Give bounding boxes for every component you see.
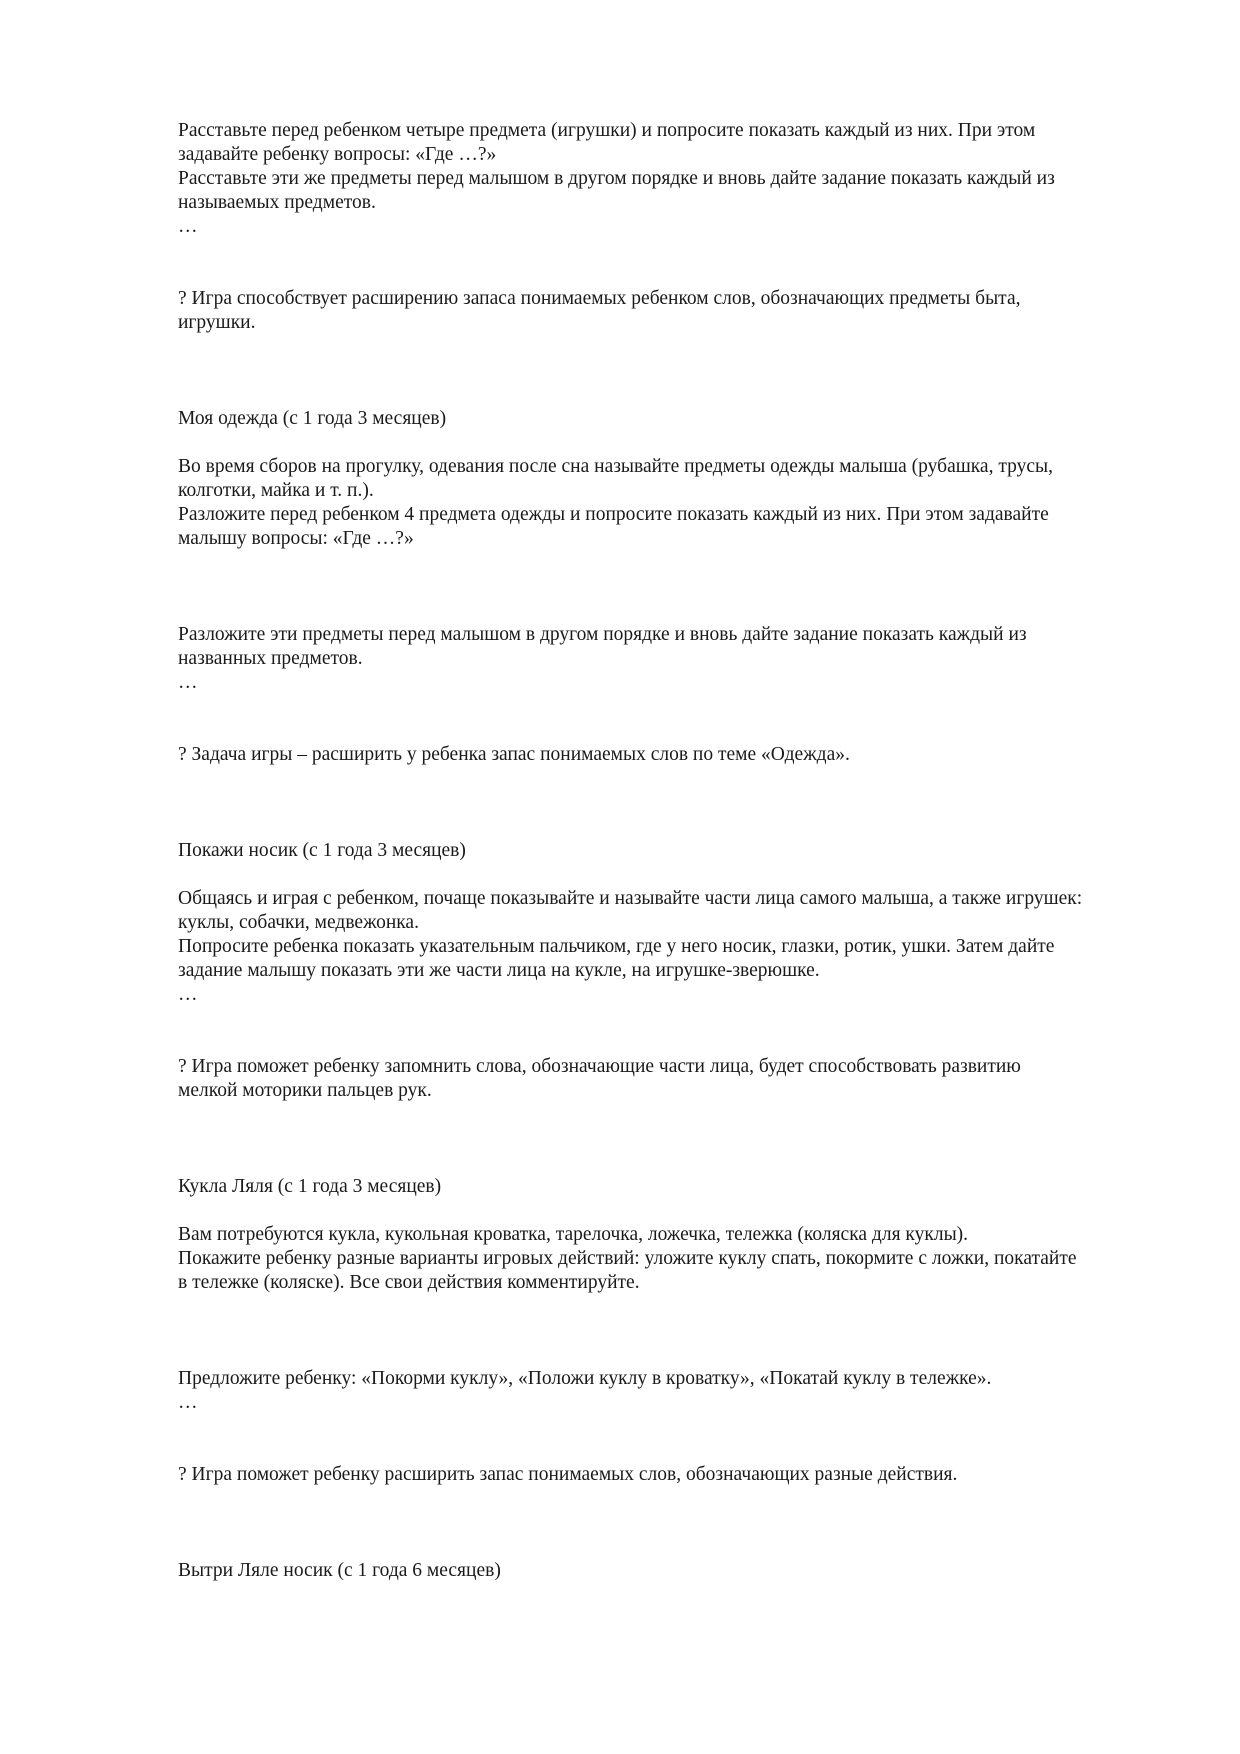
ellipsis-line: … <box>178 984 198 1005</box>
paragraph-line: Расставьте перед ребенком четыре предмета (игрушки) и попросите показать каждый из них. При этом <box>178 120 1036 141</box>
paragraph-line: Покажите ребенку разные варианты игровых действий: уложите куклу спать, покормите с ложки, покатайте <box>178 1248 1077 1269</box>
paragraph-line: в тележке (коляске). Все свои действия комментируйте. <box>178 1272 640 1293</box>
note-line: ? Игра поможет ребенку запомнить слова, обозначающие части лица, будет способствовать развитию <box>178 1056 1021 1077</box>
paragraph-line: задание малышу показать эти же части лица на кукле, на игрушке-зверюшке. <box>178 960 820 981</box>
section-heading: Кукла Ляля (с 1 года 3 месяцев) <box>178 1176 442 1197</box>
paragraph-line: Разложите эти предметы перед малышом в другом порядке и вновь дайте задание показать каждый из <box>178 624 1027 645</box>
paragraph-line: называемых предметов. <box>178 192 376 213</box>
paragraph-line: Во время сборов на прогулку, одевания после сна называйте предметы одежды малыша (рубашка, трусы, <box>178 456 1053 477</box>
paragraph-line: задавайте ребенку вопросы: «Где …?» <box>178 144 497 165</box>
paragraph-line: колготки, майка и т. п.). <box>178 480 374 501</box>
paragraph-line: Попросите ребенка показать указательным пальчиком, где у него носик, глазки, ротик, ушки. Затем дайте <box>178 936 1055 957</box>
ellipsis-line: … <box>178 672 198 693</box>
paragraph-line: Расставьте эти же предметы перед малышом в другом порядке и вновь дайте задание показать каждый из <box>178 168 1055 189</box>
paragraph-line: названных предметов. <box>178 648 363 669</box>
section-heading: Моя одежда (с 1 года 3 месяцев) <box>178 408 447 429</box>
note-line: ? Игра поможет ребенку расширить запас понимаемых слов, обозначающих разные действия. <box>178 1464 958 1485</box>
section-heading: Покажи носик (с 1 года 3 месяцев) <box>178 840 466 861</box>
note-line: игрушки. <box>178 312 256 333</box>
paragraph-line: малышу вопросы: «Где …?» <box>178 528 414 549</box>
note-line: мелкой моторики пальцев рук. <box>178 1080 432 1101</box>
paragraph-line: Общаясь и играя с ребенком, почаще показывайте и называйте части лица самого малыша, а также игрушек: <box>178 888 1083 909</box>
ellipsis-line: … <box>178 1392 198 1413</box>
paragraph-line: Вам потребуются кукла, кукольная кроватка, тарелочка, ложечка, тележка (коляска для куклы). <box>178 1224 969 1245</box>
paragraph-line: куклы, собачки, медвежонка. <box>178 912 419 933</box>
note-line: ? Задача игры – расширить у ребенка запас понимаемых слов по теме «Одежда». <box>178 744 850 765</box>
note-line: ? Игра способствует расширению запаса понимаемых ребенком слов, обозначающих предметы быта, <box>178 288 1021 309</box>
section-heading: Вытри Ляле носик (с 1 года 6 месяцев) <box>178 1560 501 1581</box>
paragraph-line: Предложите ребенку: «Покорми куклу», «Положи куклу в кроватку», «Покатай куклу в тележке». <box>178 1368 992 1389</box>
paragraph-line: Разложите перед ребенком 4 предмета одежды и попросите показать каждый из них. При этом задавайте <box>178 504 1049 525</box>
ellipsis-line: … <box>178 216 198 237</box>
